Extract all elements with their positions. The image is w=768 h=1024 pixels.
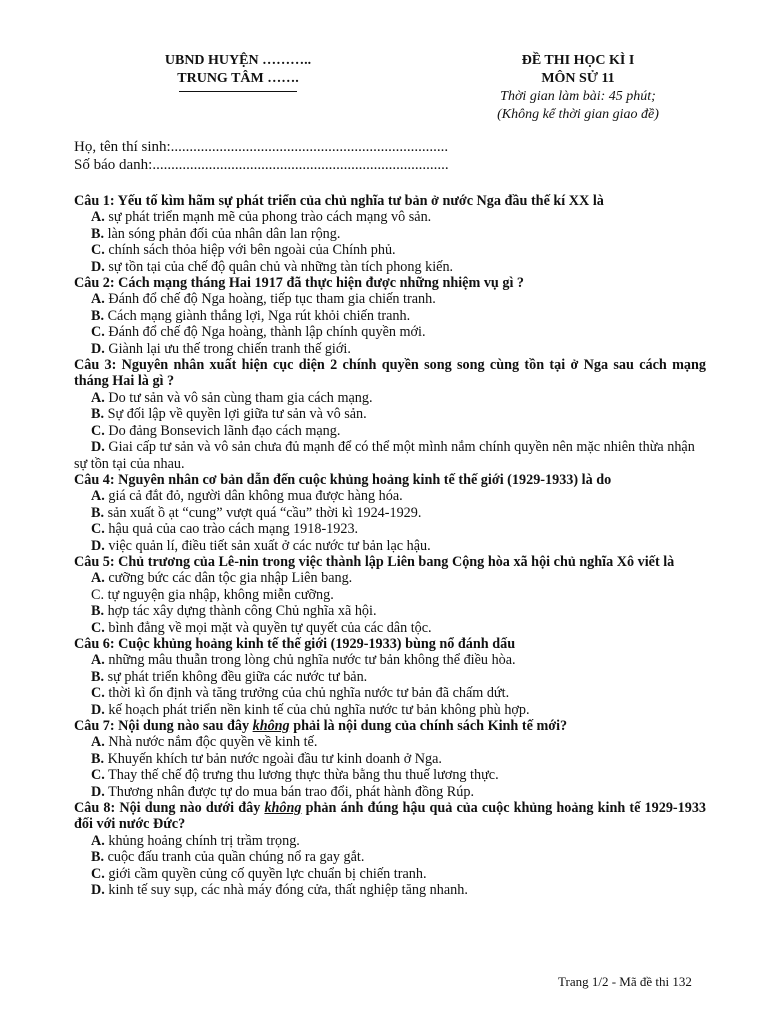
option-text: Sự đối lập về quyền lợi giữa tư sản và vô sản. <box>104 406 367 423</box>
answer-option <box>74 587 706 603</box>
header-underline <box>179 91 297 92</box>
option-text: Giành lại ưu thế trong chiến tranh thế giới. <box>104 340 351 357</box>
candidate-info <box>74 138 714 174</box>
option-key: D. <box>91 340 105 357</box>
answer-option <box>74 439 706 472</box>
stem-text: Câu 5: Chủ trương của Lê-nin trong việc thành lập Liên bang Cộng hòa xã hội chủ nghĩa Xô viết là <box>74 553 675 570</box>
option-key: B. <box>91 504 105 521</box>
option-text: cưỡng bức các dân tộc gia nhập Liên bang. <box>104 570 353 587</box>
option-key: A. <box>91 734 105 751</box>
option-key: A. <box>91 291 105 308</box>
answer-option <box>74 505 706 521</box>
stem-text: Câu 6: Cuộc khủng hoảng kinh tế thế giới (1929-1933) bùng nổ đánh dấu <box>74 635 516 652</box>
page-footer: Trang 1/2 - Mã đề thi 132 <box>558 974 692 989</box>
option-key: D. <box>91 258 105 275</box>
answer-option <box>74 620 706 636</box>
answer-option <box>74 259 706 275</box>
option-text: Cách mạng giành thắng lợi, Nga rút khỏi chiến tranh. <box>104 307 411 324</box>
question-6 <box>74 636 706 718</box>
option-text: giới cầm quyền củng cố quyền lực chuẩn bị chiến tranh. <box>104 865 427 882</box>
question-7 <box>74 718 706 800</box>
question-4 <box>74 472 706 554</box>
answer-option <box>74 538 706 554</box>
question-stem <box>74 275 706 291</box>
option-key: B. <box>91 603 105 620</box>
option-text: sự tồn tại của chế độ quân chủ và những tàn tích phong kiến. <box>104 258 454 275</box>
option-key: A. <box>91 652 105 669</box>
candidate-number-line: Số báo danh:............................................................................... <box>74 157 449 173</box>
question-list <box>74 193 706 898</box>
district-name: UBND HUYỆN ……….. <box>164 53 312 68</box>
answer-option <box>74 751 706 767</box>
answer-option <box>74 423 706 439</box>
stem-text: Câu 8: Nội dung nào dưới đây <box>74 800 265 817</box>
option-text: cuộc đấu tranh của quần chúng nổ ra gay gắt. <box>104 849 365 866</box>
option-text: thời kì ổn định và tăng trưởng của chủ nghĩa nước tư bản đã chấm dứt. <box>104 685 510 702</box>
answer-option <box>74 866 706 882</box>
exam-header <box>458 52 698 124</box>
option-text: Giai cấp tư sản và vô sản chưa đủ mạnh để có thể một mình nắm chính quyền nên mặc nhiên thừa nhận sự tồn tại của nhau. <box>74 439 695 472</box>
option-text: sự phát triển không đều giữa các nước tư bản. <box>104 668 368 685</box>
option-text: việc quản lí, điều tiết sản xuất ở các nước tư bản lạc hậu. <box>104 537 431 554</box>
answer-option <box>74 702 706 718</box>
answer-option <box>74 882 706 898</box>
answer-option <box>74 767 706 783</box>
answer-option <box>74 209 706 225</box>
option-text: tự nguyện gia nhập, không miễn cưỡng. <box>104 586 334 603</box>
option-text: sự phát triển mạnh mẽ của phong trào cách mạng vô sản. <box>104 209 432 226</box>
center-name: TRUNG TÂM ……. <box>177 71 299 86</box>
option-key: C. <box>91 767 105 784</box>
answer-option <box>74 488 706 504</box>
question-stem <box>74 636 706 652</box>
question-stem <box>74 193 706 209</box>
answer-option <box>74 390 706 406</box>
answer-option <box>74 833 706 849</box>
option-key: A. <box>91 209 105 226</box>
option-text: Đánh đổ chế độ Nga hoàng, thành lập chính quyền mới. <box>104 324 426 341</box>
exam-title: ĐỀ THI HỌC KÌ I <box>521 53 635 68</box>
option-key: A. <box>91 832 105 849</box>
stem-text: Câu 1: Yếu tố kìm hãm sự phát triển của chủ nghĩa tư bản ở nước Nga đầu thế kí XX là <box>74 193 604 209</box>
answer-option <box>74 226 706 242</box>
stem-text: Câu 3: Nguyên nhân xuất hiện cục diện 2 chính quyền song song cùng tồn tại ở Nga sau cách mạng tháng Hai là gì ? <box>74 357 706 390</box>
question-stem <box>74 554 706 570</box>
option-key: C. <box>91 685 105 702</box>
question-3 <box>74 357 706 472</box>
option-key: D. <box>91 537 105 554</box>
option-text: Do tư sản và vô sản cùng tham gia cách mạng. <box>104 389 373 406</box>
option-text: bình đẳng về mọi mặt và quyền tự quyết của các dân tộc. <box>104 619 432 636</box>
option-text: hậu quả của cao trào cách mạng 1918-1923. <box>104 521 359 538</box>
question-stem <box>74 800 706 833</box>
stem-text-tail: phải là nội dung của chính sách Kinh tế mới? <box>289 718 568 734</box>
answer-option <box>74 652 706 668</box>
option-text: sản xuất ồ ạt “cung” vượt quá “cầu” thời kì 1924-1929. <box>104 504 422 521</box>
exam-time: Thời gian làm bài: 45 phút; <box>500 89 656 104</box>
option-key: B. <box>91 406 105 423</box>
option-text: Khuyến khích tư bản nước ngoài đầu tư kinh doanh ở Nga. <box>104 750 442 767</box>
option-text: Đánh đổ chế độ Nga hoàng, tiếp tục tham gia chiến tranh. <box>104 291 436 308</box>
option-key: B. <box>91 668 105 685</box>
option-key: A. <box>91 488 105 505</box>
option-key: C. <box>91 586 105 603</box>
question-stem <box>74 472 706 488</box>
answer-option <box>74 324 706 340</box>
option-key: A. <box>91 389 105 406</box>
answer-option <box>74 406 706 422</box>
question-8 <box>74 800 706 898</box>
option-text: những mâu thuẫn trong lòng chủ nghĩa nước tư bản không thể điều hòa. <box>104 652 516 669</box>
option-key: B. <box>91 225 105 242</box>
option-key: D. <box>91 701 105 718</box>
option-text: giá cả đắt đỏ, người dân không mua được hàng hóa. <box>104 488 403 505</box>
option-text: khủng hoảng chính trị trầm trọng. <box>104 832 300 849</box>
option-text: Thay thế chế độ trưng thu lương thực thừa bằng thu thuế lương thực. <box>104 767 499 784</box>
candidate-name-line: Họ, tên thí sinh:.......................................................................... <box>74 139 449 155</box>
school-header <box>118 52 358 92</box>
answer-option <box>74 784 706 800</box>
option-text: Do đảng Bonsevich lãnh đạo cách mạng. <box>104 422 341 439</box>
answer-option <box>74 669 706 685</box>
question-2 <box>74 275 706 357</box>
question-1 <box>74 193 706 275</box>
option-text: hợp tác xây dựng thành công Chủ nghĩa xã hội. <box>104 603 377 620</box>
answer-option <box>74 685 706 701</box>
answer-option <box>74 734 706 750</box>
option-text: kế hoạch phát triển nền kinh tế của chủ nghĩa nước tư bản không phù hợp. <box>104 701 530 718</box>
answer-option <box>74 603 706 619</box>
option-key: B. <box>91 750 105 767</box>
option-key: C. <box>91 521 105 538</box>
stem-text: Câu 7: Nội dung nào sau đây <box>74 718 253 734</box>
option-key: A. <box>91 570 105 587</box>
option-text: Thương nhân được tự do mua bán trao đổi, phát hành đồng Rúp. <box>104 783 474 800</box>
answer-option <box>74 521 706 537</box>
option-key: B. <box>91 849 105 866</box>
stem-emphasis: không <box>252 718 290 734</box>
answer-option <box>74 341 706 357</box>
option-key: C. <box>91 422 105 439</box>
option-key: C. <box>91 865 105 882</box>
stem-text: Câu 2: Cách mạng tháng Hai 1917 đã thực hiện được những nhiệm vụ gì ? <box>74 275 525 292</box>
answer-option <box>74 242 706 258</box>
question-5 <box>74 554 706 636</box>
option-text: chính sách thỏa hiệp với bên ngoài của Chính phủ. <box>104 242 396 259</box>
option-key: D. <box>91 439 105 456</box>
stem-text: Câu 4: Nguyên nhân cơ bản dẫn đến cuộc khủng hoảng kinh tế thế giới (1929-1933) là do <box>74 471 612 488</box>
option-key: C. <box>91 619 105 636</box>
answer-option <box>74 308 706 324</box>
option-key: B. <box>91 307 105 324</box>
option-text: làn sóng phản đối của nhân dân lan rộng. <box>104 225 341 242</box>
answer-option <box>74 849 706 865</box>
exam-note: (Không kể thời gian giao đề) <box>497 107 659 122</box>
answer-option <box>74 291 706 307</box>
option-key: C. <box>91 242 105 259</box>
question-stem <box>74 357 706 390</box>
option-key: C. <box>91 324 105 341</box>
option-text: Nhà nước nắm độc quyền về kinh tế. <box>104 734 318 751</box>
option-key: D. <box>91 783 105 800</box>
option-text: kinh tế suy sụp, các nhà máy đóng cửa, thất nghiệp tăng nhanh. <box>104 882 468 899</box>
question-stem <box>74 718 706 734</box>
option-key: D. <box>91 882 105 899</box>
exam-subject: MÔN SỬ 11 <box>541 71 615 86</box>
stem-text-tail: phản ánh đúng hậu quả của cuộc khủng hoảng kinh tế 1929-1933 đối với nước Đức? <box>74 800 707 833</box>
answer-option <box>74 570 706 586</box>
stem-emphasis: không <box>264 800 302 817</box>
